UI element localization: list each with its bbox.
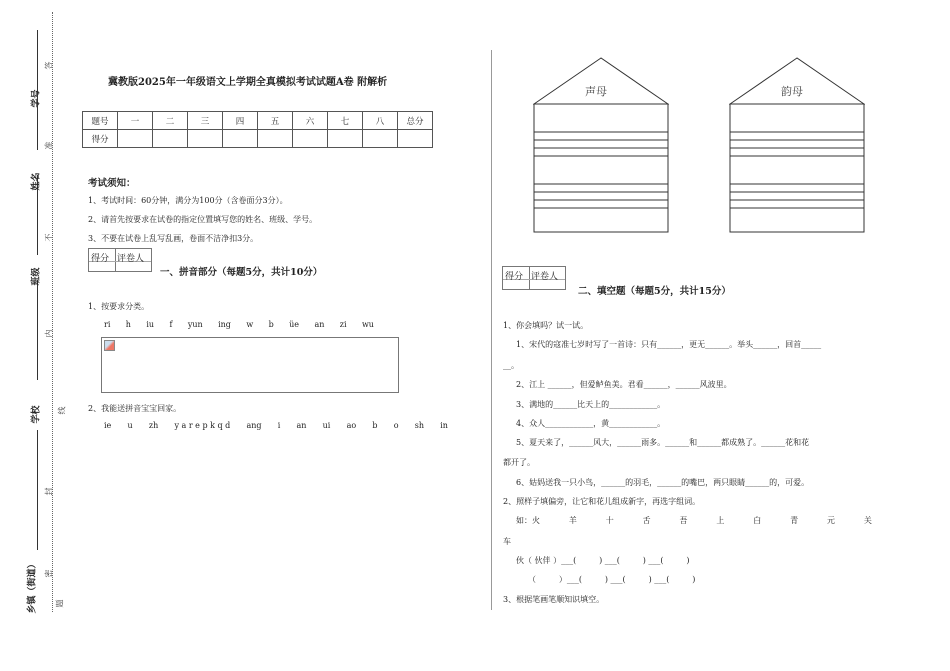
grader-score-label: 得分 — [91, 254, 110, 264]
column-divider — [491, 50, 492, 610]
score-cell[interactable] — [118, 130, 153, 148]
table-cell: 五 — [258, 112, 293, 130]
pinyin-item: zi — [339, 320, 347, 329]
table-cell: 八 — [363, 112, 398, 130]
pinyin-item: i — [277, 421, 281, 430]
binding-sidebar — [0, 0, 70, 671]
seal-dotted-line — [52, 12, 53, 612]
seal-char: 封 — [44, 487, 54, 496]
grader-reviewer-label: 评卷人 — [531, 272, 559, 282]
pinyin-item: zh — [148, 421, 159, 430]
char-item: 青 — [790, 516, 799, 525]
score-cell[interactable] — [223, 130, 258, 148]
pinyin-item: ang — [246, 421, 262, 430]
question-1-2: 2、我能送拼音宝宝回家。 — [88, 404, 182, 413]
table-cell: 四 — [223, 112, 258, 130]
char-item: 上 — [716, 516, 725, 525]
pinyin-item: h — [125, 320, 131, 329]
seal-char: 答 — [44, 61, 54, 70]
score-cell[interactable] — [188, 130, 223, 148]
char-item: 元 — [827, 516, 835, 525]
table-cell: 六 — [293, 112, 328, 130]
fill-line: 5、夏天来了，______风大，______雨多。______和______都成熟了。______花和花 — [516, 438, 810, 447]
answer-box[interactable] — [101, 337, 399, 393]
score-cell[interactable] — [153, 130, 188, 148]
image-placeholder-icon — [104, 340, 115, 351]
table-cell: 总分 — [398, 112, 433, 130]
pinyin-item: b — [372, 421, 378, 430]
township-label: 乡镇（街道） — [27, 559, 38, 614]
pinyin-item: ri — [104, 320, 111, 329]
notice-item: 2、请首先按要求在试卷的指定位置填写您的姓名、班级、学号。 — [88, 215, 318, 224]
table-cell: 三 — [188, 112, 223, 130]
grader-box — [88, 248, 152, 272]
char-item: 车 — [503, 537, 511, 546]
score-cell[interactable] — [363, 130, 398, 148]
table-cell: 题号 — [83, 112, 118, 130]
question-2-1: 1、你会填吗？试一试。 — [503, 321, 589, 330]
pinyin-item: ie — [104, 421, 112, 430]
field-underline — [37, 280, 38, 380]
example-label: 如： — [516, 516, 532, 525]
pinyin-item: o — [393, 421, 399, 430]
char-item: 关 — [863, 516, 872, 525]
question-2-3: 3、根据笔画笔顺知识填空。 — [503, 595, 605, 604]
fill-line: 2、江上 ______，但爱鲈鱼美。君看______，______风波里。 — [516, 380, 732, 389]
pinyin-item: w — [246, 320, 254, 329]
table-cell: 得分 — [83, 130, 118, 148]
char-item: 舌 — [642, 516, 651, 525]
pinyin-item: y a r e p k q d — [174, 421, 231, 430]
pinyin-item: f — [169, 320, 173, 329]
question-1-1: 1、按要求分类。 — [88, 302, 150, 311]
house-yunmu — [729, 57, 865, 233]
seal-char: 不 — [44, 233, 54, 242]
char-list — [516, 515, 872, 526]
seal-char: 内 — [44, 329, 54, 338]
house-label: 韵母 — [781, 85, 803, 98]
pinyin-item: an — [314, 320, 325, 329]
notice-heading: 考试须知： — [88, 178, 136, 189]
pinyin-item: ao — [346, 421, 357, 430]
grader-score-label: 得分 — [505, 272, 524, 282]
seal-char: 密 — [44, 569, 54, 578]
table-cell: 一 — [118, 112, 153, 130]
school-label: 学校 — [31, 405, 42, 424]
pinyin-item: yun — [187, 320, 203, 329]
grader-reviewer-label: 评卷人 — [117, 254, 145, 264]
seal-char: 准 — [44, 141, 54, 150]
table-cell: 二 — [153, 112, 188, 130]
class-label: 班级 — [31, 267, 42, 286]
pinyin-item: b — [268, 320, 274, 329]
char-item: 吾 — [679, 516, 688, 525]
char-item: 白 — [753, 516, 762, 525]
pinyin-item: an — [296, 421, 307, 430]
section2-heading: 二、填空题（每题5分，共计15分） — [578, 286, 731, 297]
grader-box — [502, 266, 566, 290]
pinyin-list-2 — [104, 421, 448, 430]
fill-line: 6、姑妈送我一只小鸟，______的羽毛，______的嘴巴，两只眼睛______的，可爱。 — [516, 478, 810, 487]
pinyin-item: üe — [289, 320, 300, 329]
char-item: 十 — [605, 516, 614, 525]
radical-row[interactable]: （ ）___( ) ___( ) ___( ) — [528, 575, 696, 584]
pinyin-item: u — [127, 421, 133, 430]
score-cell[interactable] — [258, 130, 293, 148]
pinyin-item: ing — [218, 320, 231, 329]
seal-char: 题 — [55, 599, 65, 608]
page-title: 冀教版2025年一年级语文上学期全真模拟考试试题A卷 附解析 — [108, 77, 388, 88]
notice-item: 3、不要在试卷上乱写乱画，卷面不洁净扣3分。 — [88, 234, 259, 243]
table-cell: 七 — [328, 112, 363, 130]
fill-line: 1、宋代的寇准七岁时写了一首诗：只有______，更无______。举头______，回首_____ — [516, 340, 822, 349]
name-label: 姓名 — [31, 172, 42, 191]
radical-row[interactable]: 伙（ 伙伴 ）___( ) ___( ) ___( ) — [516, 556, 690, 565]
pinyin-item: in — [440, 421, 448, 430]
score-table — [82, 111, 433, 148]
pinyin-item: iu — [146, 320, 155, 329]
fill-line: __。 — [503, 361, 519, 370]
pinyin-list-1 — [104, 320, 374, 329]
fill-line: 都开了。 — [503, 458, 535, 467]
char-item: 羊 — [568, 516, 577, 525]
table-row — [83, 112, 433, 130]
pinyin-item: ui — [322, 421, 331, 430]
score-cell[interactable] — [398, 130, 433, 148]
score-cell[interactable] — [328, 130, 363, 148]
pinyin-item: sh — [414, 421, 424, 430]
fill-line: 4、众人____________，黄____________。 — [516, 419, 666, 428]
question-2-2: 2、照样子填偏旁，让它和花儿组成新字，再选字组词。 — [503, 497, 701, 506]
fill-line: 3、满地的______比天上的____________。 — [516, 400, 666, 409]
table-row — [83, 130, 433, 148]
section1-heading: 一、拼音部分（每题5分，共计10分） — [160, 267, 323, 278]
seal-char: 线 — [57, 406, 67, 415]
pinyin-item: wu — [361, 320, 374, 329]
score-cell[interactable] — [293, 130, 328, 148]
char-item: 火 — [532, 516, 540, 525]
field-underline — [37, 430, 38, 550]
house-shengmu — [533, 57, 669, 233]
house-label: 声母 — [585, 85, 607, 98]
notice-item: 1、考试时间：60分钟，满分为100分（含卷面分3分）。 — [88, 196, 288, 205]
student-id-label: 学号 — [31, 89, 42, 108]
